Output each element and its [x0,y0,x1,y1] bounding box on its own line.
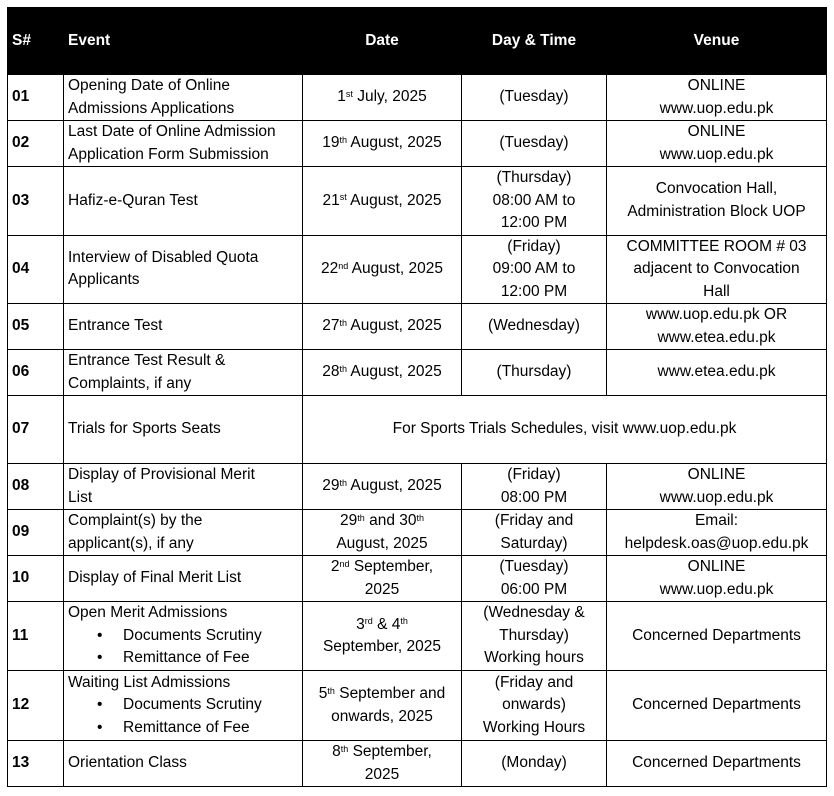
date-cell [303,350,462,396]
table-row [8,121,827,167]
venue-line: helpdesk.oas@uop.edu.pk [624,534,809,552]
table-row [8,167,827,236]
date-day: 19 [322,134,340,152]
event-line: Entrance Test [68,317,163,335]
date-line: 2025 [364,580,400,598]
venue-cell [607,121,827,167]
date-line: onwards, 2025 [331,707,433,725]
date-rest: August, 2025 [348,260,444,277]
daytime-cell [462,510,607,556]
date-cell [303,602,462,671]
daytime-cell [462,464,607,510]
date-rest: August, 2025 [346,477,442,495]
event-cell [64,671,303,741]
date-suffix: th [327,685,335,696]
date-suffix: st [345,88,353,99]
table-row [8,741,827,787]
daytime-line: Working Hours [482,718,586,736]
date-suffix: th [416,512,424,523]
venue-line: ONLINE [687,123,746,140]
date-day: 29 [322,477,340,495]
event-cell [64,167,303,236]
venue-cell [607,602,827,671]
table-row [8,304,827,350]
table-row [8,75,827,121]
date-suffix: th [339,477,347,488]
daytime-cell [462,167,607,236]
venue-line: Administration Block UOP [627,202,806,220]
venue-line: Concerned Departments [632,626,801,644]
date-cell [303,121,462,167]
event-cell [64,235,303,304]
date-day: 29 [340,512,358,529]
date-cell [303,464,462,510]
bullet-item: • Documents Scrutiny [123,625,298,648]
date-rest: September, [348,743,432,760]
daytime-line: 08:00 AM to [492,191,576,209]
venue-cell [607,167,827,236]
table-row [8,602,827,671]
venue-line: Convocation Hall, [655,180,778,198]
bullet-item: • Documents Scrutiny [123,694,298,717]
table-row [8,464,827,510]
event-line: Entrance Test Result & [68,352,226,369]
date-day: 2 [330,558,340,575]
daytime-line: (Friday) [507,237,561,255]
date-day: 8 [332,743,341,760]
daytime-cell [462,75,607,121]
daytime-line: 12:00 PM [500,282,568,300]
date-cell [303,75,462,121]
row-number: 12 [8,671,64,741]
venue-line: www.uop.edu.pk OR [645,306,788,323]
row-number: 11 [8,602,64,671]
date-line: 2025 [364,765,400,783]
event-line: List [68,488,93,506]
daytime-line: (Friday and [494,673,574,691]
event-line: Orientation Class [68,754,187,772]
venue-line: www.etea.edu.pk [657,363,776,381]
date-suffix: th [340,743,349,754]
table-row [8,235,827,304]
venue-line: adjacent to Convocation [633,260,800,277]
date-suffix: rd [364,616,373,626]
date-day: 1 [337,88,346,106]
event-cell [64,556,303,602]
date-cell [303,235,462,304]
event-line: Complaint(s) by the [68,512,203,529]
date-suffix: st [339,192,347,202]
date-suffix: nd [339,558,350,569]
row-number: 02 [8,121,64,167]
date-suffix: th [400,616,408,626]
row-number: 10 [8,556,64,602]
daytime-cell [462,304,607,350]
event-line: Last Date of Online Admission [68,123,276,140]
event-cell [64,304,303,350]
venue-line: Hall [703,282,730,300]
bullet-list [68,694,298,739]
venue-cell [607,741,827,787]
header-event: Event [64,8,303,75]
daytime-cell [462,350,607,396]
venue-cell [607,671,827,741]
date-rest: July, 2025 [352,88,427,106]
table-row [8,556,827,602]
daytime-line: (Tuesday) [499,88,569,106]
date-day: 21 [322,191,340,209]
event-line: Display of Provisional Merit [68,466,255,483]
bullet-item: • Remittance of Fee [123,717,298,740]
date-rest: August, 2025 [346,317,442,335]
venue-cell [607,350,827,396]
header-date: Date [303,8,462,75]
venue-cell [607,75,827,121]
daytime-line: Working hours [484,649,584,667]
date-rest: August, 2025 [346,363,442,381]
daytime-line: (Thursday) [496,363,572,381]
date-cell [303,304,462,350]
event-cell [64,75,303,121]
row-number: 07 [8,396,64,464]
bullet-item: • Remittance of Fee [123,647,298,670]
daytime-line: (Wednesday) [488,317,580,335]
date-line: August, 2025 [336,534,428,552]
event-line: Interview of Disabled Quota [68,248,259,266]
date-cell [303,510,462,556]
venue-line: ONLINE [687,77,746,94]
daytime-line: (Monday) [501,754,567,772]
table-header [8,8,827,75]
daytime-line: (Tuesday) [499,558,569,575]
header-sno: S# [8,8,64,75]
daytime-line: Thursday) [499,626,569,644]
event-cell [64,602,303,671]
row-number: 13 [8,741,64,787]
row-number: 03 [8,167,64,236]
date-suffix: th [357,512,365,523]
header-day-time: Day & Time [462,8,607,75]
table-body [8,75,827,787]
bullet-list [68,625,298,670]
date-day: 27 [322,317,340,335]
table-row [8,396,827,464]
date-rest: & 4 [372,615,401,633]
event-cell [64,510,303,556]
table-row [8,350,827,396]
date-line: September, 2025 [322,638,442,655]
daytime-line: (Wednesday & [483,604,585,622]
date-cell [303,671,462,741]
event-line: Complaints, if any [68,374,192,392]
venue-line: ONLINE [687,466,746,483]
event-cell [64,121,303,167]
date-suffix: th [339,134,347,145]
venue-cell [607,556,827,602]
daytime-line: 09:00 AM to [492,260,576,277]
date-day: 3 [356,615,365,633]
daytime-cell [462,602,607,671]
event-line: Opening Date of Online [68,77,230,94]
date-day: 28 [322,363,340,381]
event-line: applicant(s), if any [68,534,194,552]
date-day: 22 [320,260,339,277]
event-line: Hafiz-e-Quran Test [68,191,198,209]
date-rest: September and [334,685,446,702]
sports-trials-text: For Sports Trials Schedules, visit www.uop.edu.pk [392,420,737,438]
venue-line: Email: [694,512,739,529]
daytime-line: Saturday) [500,534,568,552]
daytime-line: (Tuesday) [499,134,569,152]
date-rest: August, 2025 [346,191,442,209]
table-row [8,671,827,741]
event-line: Open Merit Admissions [68,604,228,622]
venue-cell [607,304,827,350]
venue-line: www.uop.edu.pk [659,99,774,117]
event-line: Admissions Applications [68,99,235,117]
date-rest: and 30 [364,512,417,529]
daytime-line: (Friday) [507,466,561,483]
daytime-line: 12:00 PM [500,214,568,231]
date-suffix: th [339,317,347,328]
venue-line: www.uop.edu.pk [659,580,774,598]
venue-line: www.uop.edu.pk [659,145,774,163]
event-cell [64,464,303,510]
venue-line: www.uop.edu.pk [659,488,774,506]
admission-schedule-table [7,7,827,787]
header-venue: Venue [607,8,827,75]
date-cell [303,741,462,787]
daytime-line: onwards) [502,696,566,714]
daytime-line: (Thursday) [496,169,572,186]
venue-line: COMMITTEE ROOM # 03 [626,237,807,255]
venue-line: ONLINE [687,558,746,575]
date-day: 5 [318,685,328,702]
date-cell [303,167,462,236]
venue-line: Concerned Departments [632,754,801,772]
row-number: 05 [8,304,64,350]
event-line: Display of Final Merit List [68,569,242,587]
event-line: Application Form Submission [68,145,269,163]
date-cell [303,556,462,602]
venue-line: www.etea.edu.pk [657,328,776,346]
event-line: Trials for Sports Seats [68,420,221,438]
daytime-cell [462,556,607,602]
date-rest: September, [349,558,434,575]
daytime-cell [462,741,607,787]
row-number: 06 [8,350,64,396]
daytime-line: 08:00 PM [500,488,568,506]
venue-cell [607,464,827,510]
daytime-cell [462,121,607,167]
daytime-line: (Friday and [494,512,574,529]
row-number: 04 [8,235,64,304]
daytime-line: 06:00 PM [500,580,568,598]
row-number: 09 [8,510,64,556]
date-suffix: nd [338,260,349,271]
event-cell [64,741,303,787]
row-number: 01 [8,75,64,121]
date-rest: August, 2025 [346,134,442,152]
daytime-cell [462,671,607,741]
venue-line: Concerned Departments [632,696,801,714]
table-row [8,510,827,556]
event-cell [64,350,303,396]
daytime-cell [462,235,607,304]
event-line: Applicants [68,271,140,289]
sports-trials-note [303,396,827,464]
date-suffix: th [339,363,347,374]
event-line: Waiting List Admissions [68,673,231,691]
venue-cell [607,510,827,556]
event-cell [64,396,303,464]
row-number: 08 [8,464,64,510]
venue-cell [607,235,827,304]
